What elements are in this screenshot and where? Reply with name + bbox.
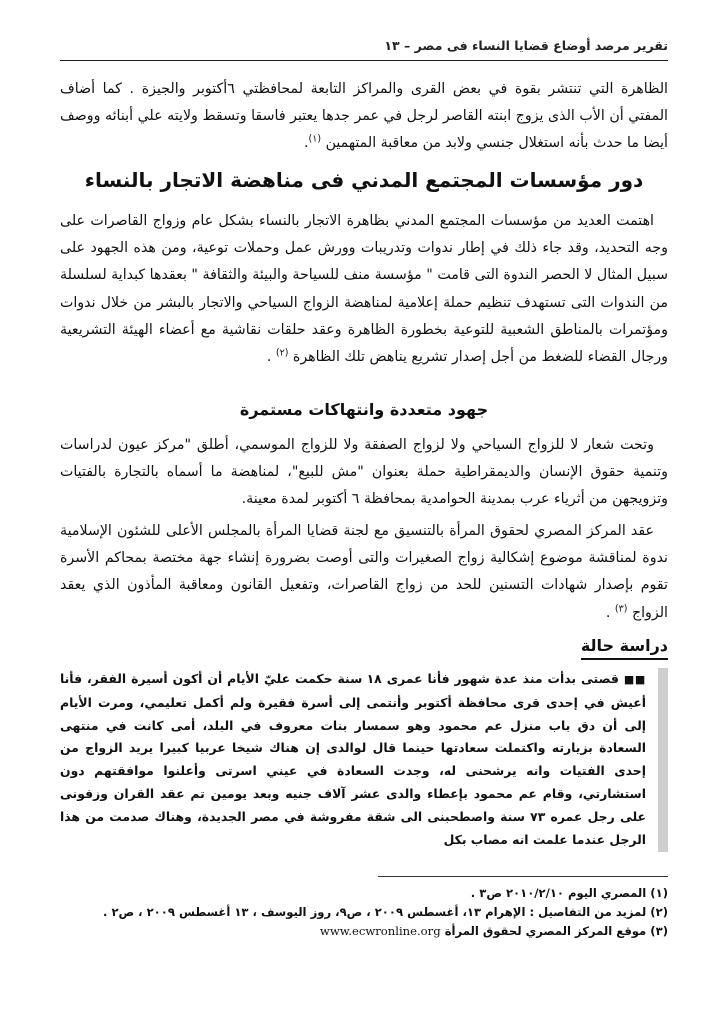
intro-end: . [303, 135, 309, 152]
footnote-ref-2: (٢) [275, 347, 289, 359]
intro-paragraph [60, 76, 668, 158]
seminar-paragraph [60, 518, 668, 627]
footnote-3-number: (٣) [650, 924, 668, 938]
footnote-rule [378, 876, 668, 877]
footnote-ref-3: (٣) [614, 602, 628, 614]
intro-block [60, 76, 668, 158]
square-bullet-icon: ■■ [623, 673, 646, 686]
footnote-3-website: www.ecwronline.org [319, 924, 441, 938]
para3-text: عقد المركز المصري لحقوق المرأة بالتنسيق مع لجنة قضايا المرأة بالمجلس الأعلى للشئون الإسلامية ندوة لمناقشة موضوع إشكالية زواج الصغيرات والتى أوصت بضرورة إنشاء جهة مختصة بمحاكم الأسرة تقوم بإصدار شهادات التسنين للحد من زواج القاصرات، وتفعيل القانون ومعاقبة المأذون الذي يعقد الزواج [60, 523, 668, 621]
footnote-2-text: لمزيد من التفاصيل : الإهرام ١٣، أغسطس ٢٠٠٩ ، ص٩، روز اليوسف ، ١٣ أغسطس ٢٠٠٩ ، ص٢ . [102, 905, 647, 919]
intro-text: الظاهرة التي تنتشر بقوة في بعض القرى والمراكز التابعة لمحافظتي ٦أكتوبر والجيزة . كما أضاف المفتي أن الأب الذى يزوج ابنته القاصر لرجل في عمر جدها يعتبر فاسقا وتسقط ولايته علي أبنائه ووصف أيضا ما حدث بأنه استغلال جنسي ولابد من معاقبة المتهمين [60, 81, 669, 152]
case-study-sidebar-bar [658, 668, 668, 852]
para1-block [60, 208, 668, 371]
case-study-box [60, 668, 668, 852]
campaign-paragraph: وتحت شعار لا للزواج السياحي ولا لزواج الصفقة ولا للزواج الموسمي، أطلق "مركز عيون لدراسات وتنمية حقوق الإنسان والديمقراطية حملة بعنوان "مش للبيع"، لمناهضة ما أسماه بالتجارة بالفتيات وتزويجهن من أثرياء عرب بمدينة الحوامدية بمحافظة ٦ أكتوبر لمدة معينة. [60, 437, 668, 508]
footnote-2-number: (٢) [650, 905, 668, 919]
footnote-1-text: المصري اليوم ٢٠١٠/٢/١٠ ص٣ . [470, 886, 647, 900]
case-study-body: قصتى بدأت منذ عدة شهور فأنا عمرى ١٨ سنة حكمت عليّ الأيام أن أكون أسيرة الفقر، فأنا أعيش في إحدى قرى محافظة أكتوبر وأنتمى إلى أسرة فقيرة ولم أكمل تعليمي، ومرت الأيام إلى أن دق باب منزل عم محمود وهو سمسار بنات معروف في البلد، أمى كانت في منتهى السعادة بزيارته واكتملت سعادتها حينما قال لوالدى إن هناك شيخا عربيا كبيرا يريد الزواج من إحدى الفتيات وانه يرشحنى له، وجدت السعادة في عيني اسرتى وأعلنوا موافقتهم دون استشارتي، وقام عم محمود بإعطاء والدى عشر آلاف جنيه وبعد يومين تم عقد القران وزفونى على رجل عمره ٧٣ سنة واصطحبنى الى شقة مفروشة في مصر الجديدة، وهناك صدمت من هذا الرجل عندما علمت انه مصاب بكل [60, 671, 646, 847]
footnotes-list [60, 884, 668, 941]
footnote-3-text: موقع المركز المصري لحقوق المرأة [444, 924, 647, 938]
subsection-title: جهود متعددة وانتهاكات مستمرة [239, 400, 489, 419]
para2-block [60, 432, 668, 514]
footnote-1 [60, 884, 668, 903]
case-study-heading: دراسة حالة [581, 636, 668, 660]
civil-society-paragraph [60, 208, 668, 371]
para1-end: . [266, 349, 276, 366]
footnote-2 [60, 903, 668, 922]
para1-text: اهتمت العديد من مؤسسات المجتمع المدني بظاهرة الاتجار بالنساء بشكل عام وزواج القاصرات على وجه التحديد، وقد جاء ذلك في إطار ندوات وتدريبات وورش عمل وحملات توعية، ومن هذه الجهود على سبيل المثال لا الحصر الندوة التى قامت " مؤسسة منف للسياحة والبيئة والثقافة " بعقدها كبداية لسلسلة من الندوات التى تستهدف تنظيم حملة إعلامية لمناهضة الزواج السياحي والاتجار بالبشر من خلال ندوات ومؤتمرات بالمناطق الشعبية للتوعية بخطورة الظاهرة وعقد حلقات نقاشية مع أعضاء الهيئة التشريعية ورجال القضاء للضغط من أجل إصدار تشريع يناهض تلك الظاهرة [60, 213, 668, 366]
header-rule [60, 60, 668, 61]
section-title: دور مؤسسات المجتمع المدني فى مناهضة الاتجار بالنساء [84, 168, 644, 192]
case-study-text [60, 668, 646, 851]
footnote-1-number: (١) [650, 886, 668, 900]
para3-end: . [605, 604, 615, 621]
para3-block [60, 518, 668, 627]
footnote-3 [60, 922, 668, 941]
footnote-ref-1: (١) [308, 133, 322, 145]
running-header: تقرير مرصد أوضاع قضايا النساء فى مصر – ١٣ [384, 38, 668, 53]
